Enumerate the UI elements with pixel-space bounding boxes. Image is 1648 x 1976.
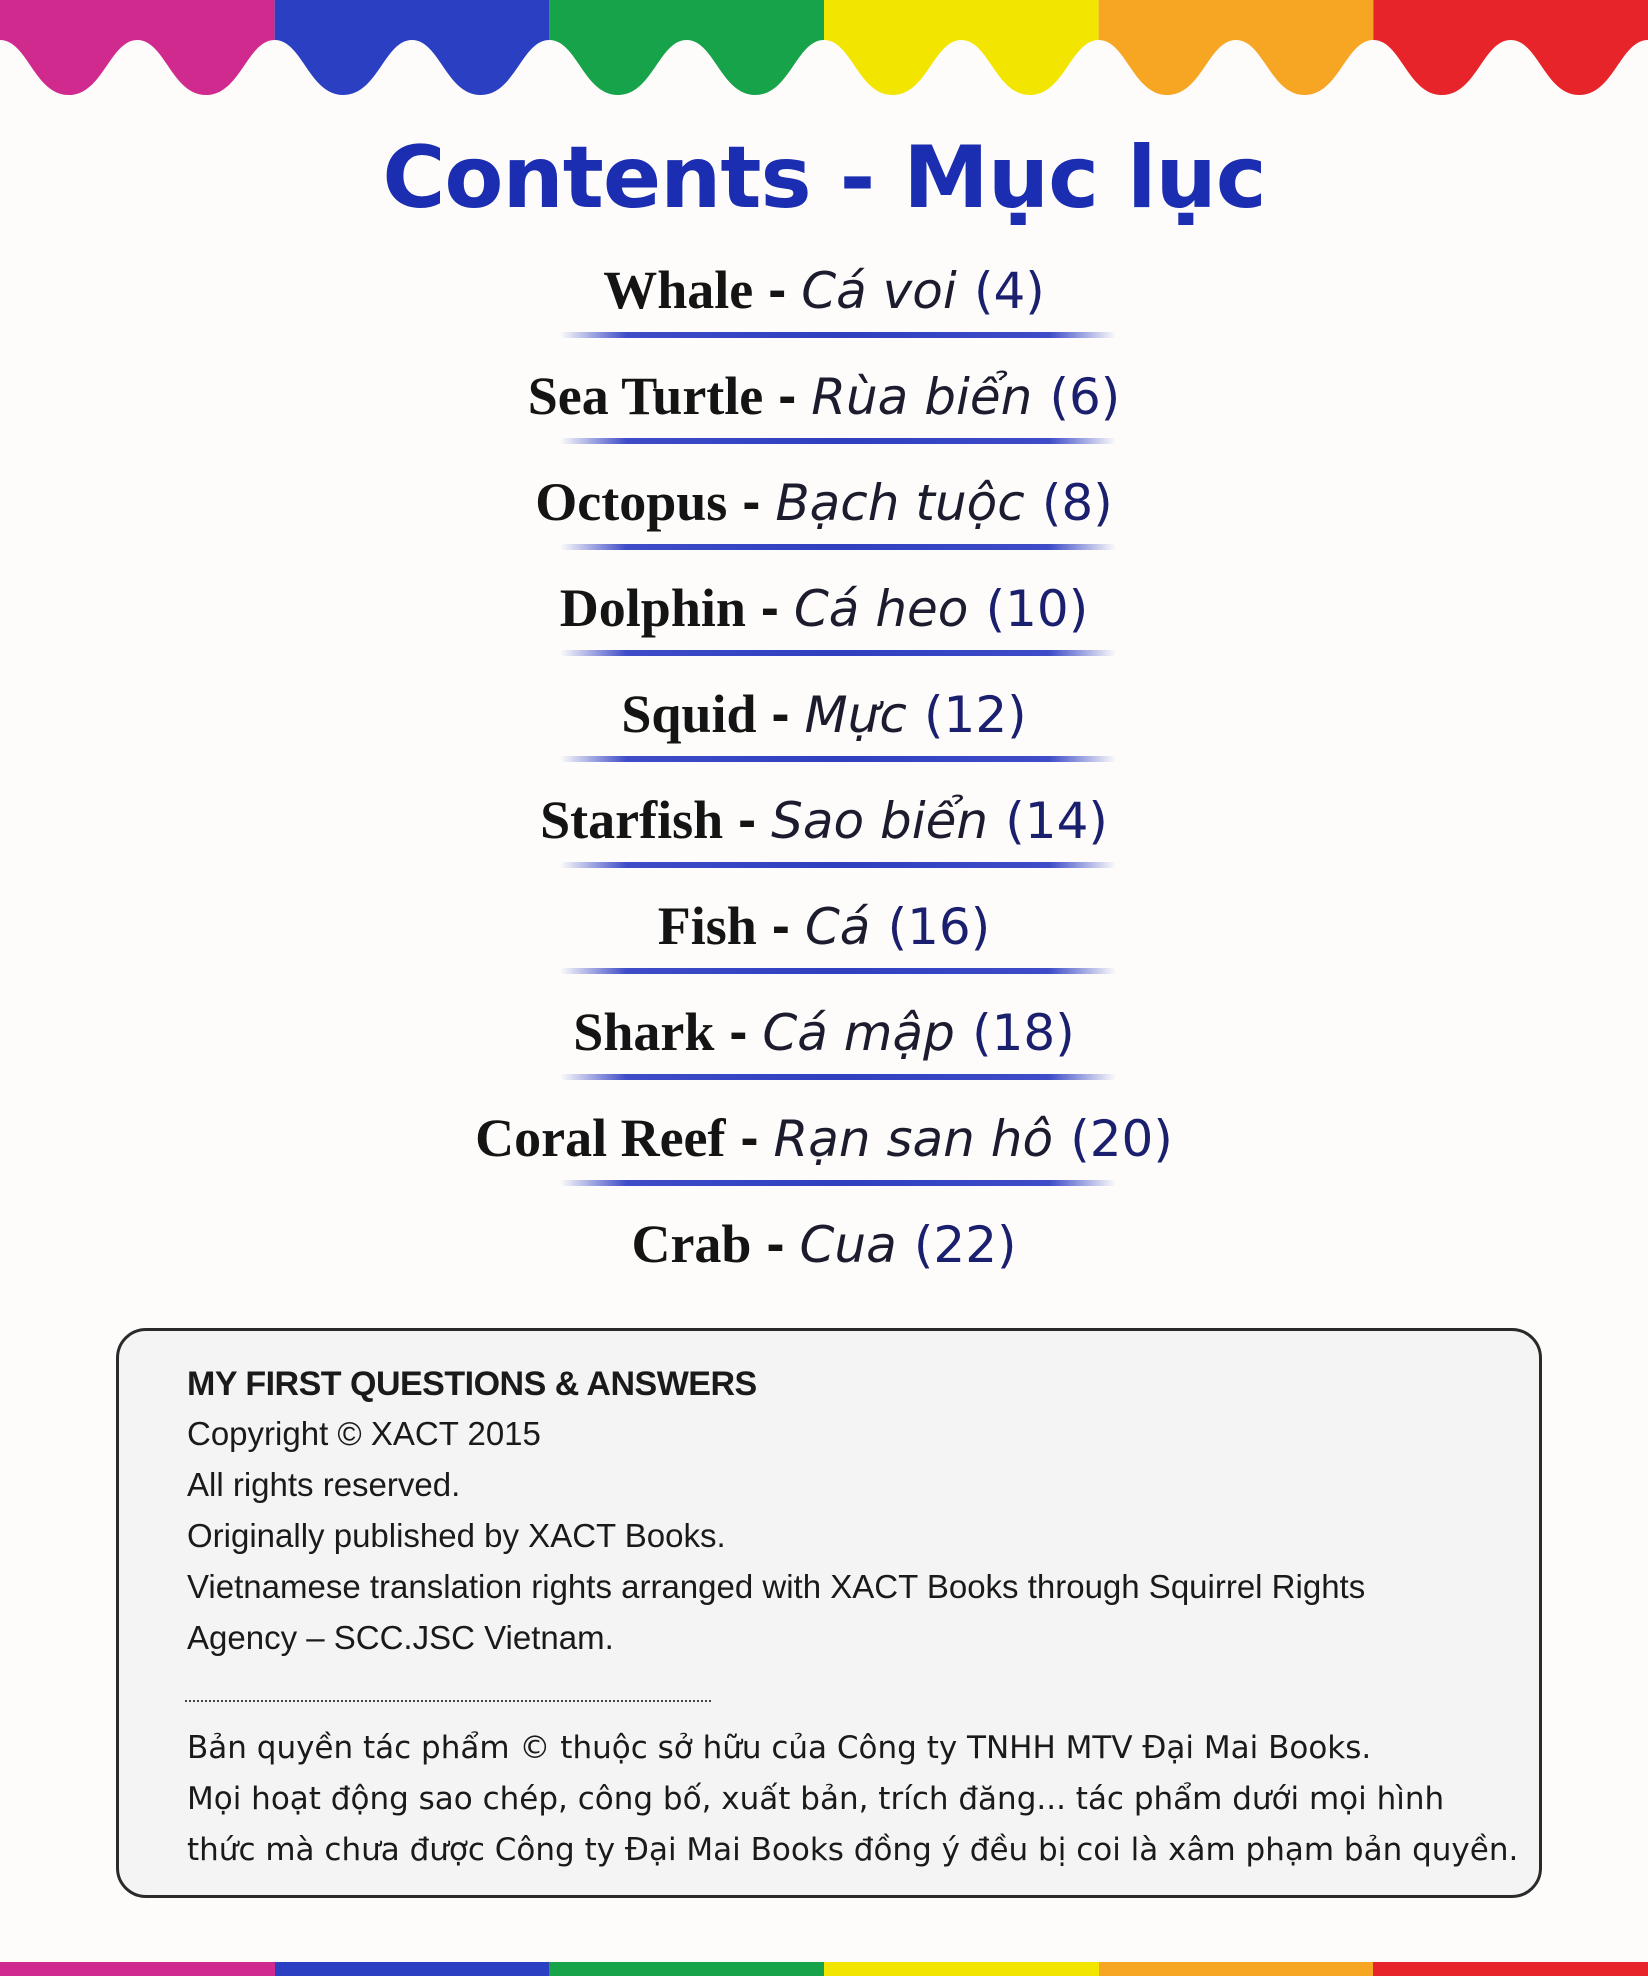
vietnamese-notice-line-2: Mọi hoạt động sao chép, công bố, xuất bản, trích đăng... tác phẩm dưới mọi hình [187, 1781, 1445, 1817]
toc-item: Coral Reef - Rạn san hô (20) [0, 1096, 1648, 1202]
toc-item: Dolphin - Cá heo (10) [0, 566, 1648, 672]
translation-line-2: Agency – SCC.JSC Vietnam. [187, 1619, 614, 1656]
toc-item: Squid - Mực (12) [0, 672, 1648, 778]
toc-item: Octopus - Bạch tuộc (8) [0, 460, 1648, 566]
paint-drip [549, 0, 824, 95]
rainbow-bottom-stripe [0, 1962, 1648, 1976]
toc-page-number: (18) [972, 1004, 1075, 1062]
toc-vietnamese: Rùa biển [811, 368, 1033, 426]
toc-vietnamese: Sao biển [771, 792, 989, 850]
toc-page-number: (14) [1005, 792, 1108, 850]
toc-page-number: (6) [1049, 368, 1121, 426]
paint-drip [275, 0, 550, 95]
toc-vietnamese: Rạn san hô [773, 1110, 1054, 1168]
vietnamese-notice-line-1: Bản quyền tác phẩm © thuộc sở hữu của Công ty TNHH MTV Đại Mai Books. [187, 1730, 1372, 1766]
toc-vietnamese: Bạch tuộc [775, 474, 1025, 532]
toc-english: Dolphin [559, 578, 746, 638]
paint-drip [1099, 0, 1374, 95]
copyright-line: Copyright © XACT 2015 [187, 1415, 541, 1452]
toc-english: Squid [621, 684, 757, 744]
toc-page-number: (12) [924, 686, 1027, 744]
copyright-box [116, 1328, 1542, 1898]
toc-item: Whale - Cá voi (4) [0, 248, 1648, 354]
paint-drip [0, 0, 275, 95]
toc-english: Coral Reef [475, 1108, 726, 1168]
toc-vietnamese: Cá voi [801, 262, 957, 320]
toc-english: Starfish [540, 790, 724, 850]
divider-line [560, 544, 1116, 550]
toc-item: Fish - Cá (16) [0, 884, 1648, 990]
toc-item: Crab - Cua (22) [631, 1214, 1017, 1274]
toc-page-number: (20) [1070, 1110, 1173, 1168]
toc-item: Starfish - Sao biển (14) [0, 778, 1648, 884]
divider-line [560, 650, 1116, 656]
divider-line [560, 862, 1116, 868]
toc-vietnamese: Cá [804, 898, 871, 956]
toc-item: Sea Turtle - Rùa biển (6) [0, 354, 1648, 460]
toc-english: Crab [631, 1214, 752, 1274]
dotted-separator [185, 1700, 711, 1702]
contents-list [0, 248, 1648, 1308]
stripe-segment [1099, 1962, 1374, 1976]
toc-english: Whale [603, 260, 754, 320]
divider-line [560, 968, 1116, 974]
stripe-segment [0, 1962, 275, 1976]
toc-english: Octopus [535, 472, 728, 532]
divider-line [560, 332, 1116, 338]
toc-english: Fish [657, 896, 757, 956]
stripe-segment [275, 1962, 550, 1976]
toc-page-number: (8) [1041, 474, 1113, 532]
book-series-title: MY FIRST QUESTIONS & ANSWERS [187, 1365, 757, 1403]
toc-item: Shark - Cá mập (18) [0, 990, 1648, 1096]
divider-line [560, 756, 1116, 762]
toc-page-number: (22) [913, 1216, 1017, 1274]
toc-english: Shark [573, 1002, 715, 1062]
toc-english: Sea Turtle [527, 366, 764, 426]
toc-page-number: (10) [985, 580, 1089, 638]
publisher-line: Originally published by XACT Books. [187, 1517, 726, 1554]
toc-vietnamese: Cá heo [793, 580, 969, 638]
stripe-segment [824, 1962, 1099, 1976]
page-title: Contents - Mục lục [382, 128, 1266, 228]
translation-line-1: Vietnamese translation rights arranged with XACT Books through Squirrel Rights [187, 1568, 1366, 1605]
toc-page-number: (4) [973, 262, 1045, 320]
vietnamese-notice-line-3: thức mà chưa được Công ty Đại Mai Books đồng ý đều bị coi là xâm phạm bản quyền. [187, 1832, 1519, 1868]
stripe-segment [549, 1962, 824, 1976]
rights-line: All rights reserved. [187, 1466, 461, 1503]
toc-page-number: (16) [887, 898, 991, 956]
divider-line [560, 1180, 1116, 1186]
divider-line [560, 1074, 1116, 1080]
paint-drip [1373, 0, 1648, 95]
divider-line [560, 438, 1116, 444]
toc-vietnamese: Mực [804, 686, 907, 744]
stripe-segment [1373, 1962, 1648, 1976]
paint-drip [824, 0, 1099, 95]
toc-vietnamese: Cua [799, 1216, 897, 1274]
rainbow-drips-border [0, 0, 1648, 110]
toc-vietnamese: Cá mập [762, 1004, 955, 1062]
